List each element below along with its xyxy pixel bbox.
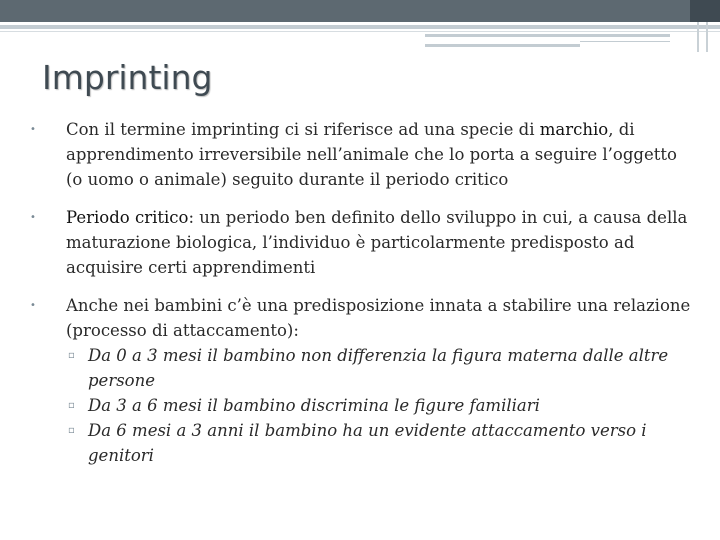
slide-body <box>28 117 698 468</box>
sub-bullet-text: Da 6 mesi a 3 anni il bambino ha un evidente attaccamento verso i genitori <box>88 421 647 465</box>
slide-title: Imprinting <box>42 58 213 97</box>
bullet-text: , di apprendimento irreversibile nell’animale che lo porta a seguire l’oggetto (o uomo o animale) seguito durante il periodo critico <box>66 120 677 189</box>
bullet-icon: • <box>30 212 36 223</box>
sub-bullet-text: Da 3 a 6 mesi il bambino discrimina le figure familiari <box>88 396 540 415</box>
bullet-icon: • <box>30 124 36 135</box>
sub-bullet-text: Da 0 a 3 mesi il bambino non differenzia la figura materna dalle altre persone <box>88 346 669 390</box>
sub-bullet <box>66 393 698 418</box>
header-accent <box>425 34 670 37</box>
top-bar <box>0 0 720 22</box>
bullet-periodo-critico <box>28 205 698 280</box>
bullet-bambini <box>28 293 698 468</box>
header-divider <box>706 22 708 52</box>
bullet-term: Periodo critico <box>66 208 189 227</box>
sub-bullet-icon: ▫ <box>68 425 75 436</box>
sub-bullet <box>66 343 698 393</box>
sub-bullet-icon: ▫ <box>68 350 75 361</box>
bullet-icon: • <box>30 300 36 311</box>
bullet-term: marchio <box>539 120 609 139</box>
bullet-text: : un periodo ben definito dello sviluppo in cui, a causa della maturazione biologica, l’individuo è particolarmente predisposto ad acquisire certi apprendimenti <box>66 208 688 277</box>
bullet-text: Con il termine imprinting ci si riferisce ad una specie di <box>66 120 540 139</box>
top-bar-corner <box>690 0 720 22</box>
header-divider <box>697 22 699 52</box>
header-accent-thin <box>580 41 670 42</box>
sub-bullet-list <box>66 343 698 468</box>
header-accent-short <box>425 44 580 47</box>
header-rule <box>0 25 720 29</box>
header-rule-thin <box>0 31 720 32</box>
sub-bullet <box>66 418 698 468</box>
sub-bullet-icon: ▫ <box>68 400 75 411</box>
bullet-imprinting <box>28 117 698 192</box>
bullet-text: Anche nei bambini c’è una predisposizione innata a stabilire una relazione (processo di attaccamento): <box>66 296 691 340</box>
